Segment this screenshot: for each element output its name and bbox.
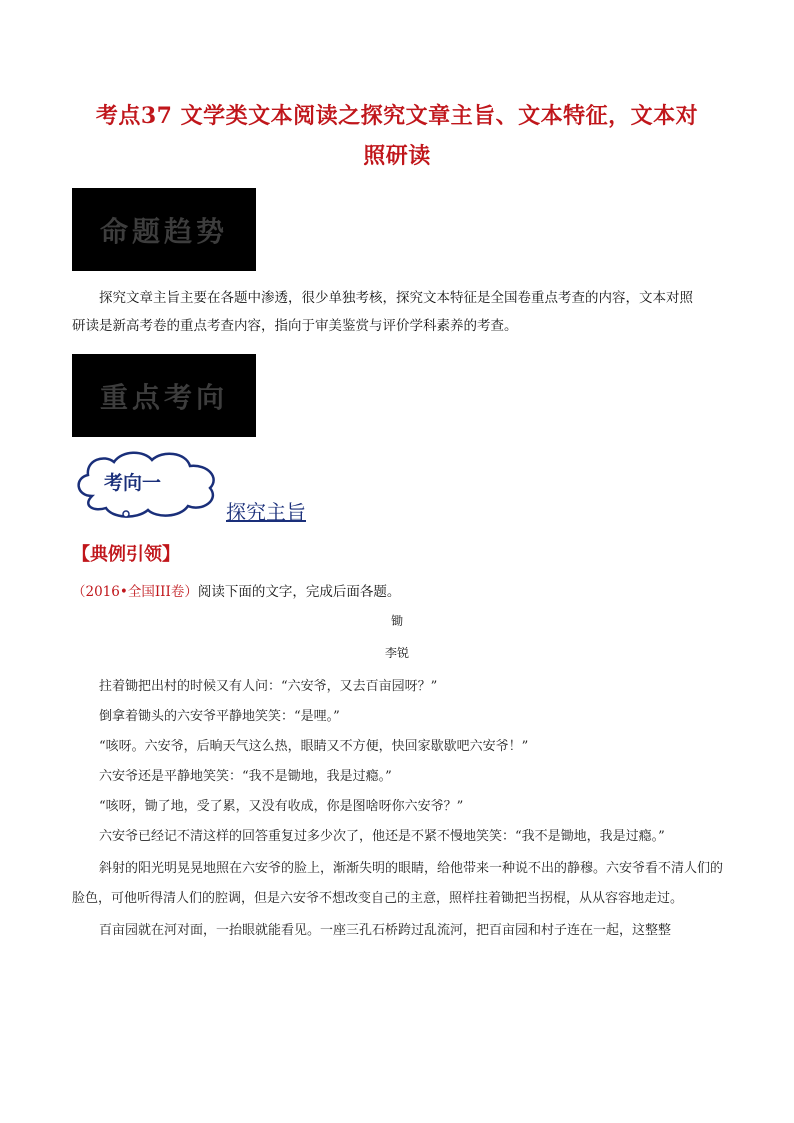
title-line-2: 照研读 [363,143,431,169]
story-paragraph: 拄着锄把出村的时候又有人问：“六安爷，又去百亩园呀？” [99,679,438,694]
story-title: 锄 [390,614,403,628]
intro-line-1 [72,284,724,312]
section-label: 考向一 [104,472,162,494]
story-paragraph: 六安爷已经记不清这样的回答重复过多少次了，他还是不紧不慢地笑笑：“我不是锄地，我是过瘾。” [99,829,665,844]
banner-trend-text: 命题趋势 [99,214,228,248]
banner-focus-text: 重点考向 [99,380,228,414]
story-paragraph: “咳呀，锄了地，受了累，又没有收成，你是图啥呀你六安爷？” [99,799,464,814]
story-paragraph: 倒拿着锄头的六安爷平静地笑笑：“是哩。” [99,709,340,724]
source-line [72,580,400,600]
document-title [60,96,734,176]
example-heading: 【典例引领】 [72,544,180,565]
intro-line-2: 研读是新高考卷的重点考查内容，指向于审美鉴赏与评价学科素养的考查。 [72,318,518,334]
title-line-1: 考点37 文学类文本阅读之探究文章主旨、文本特征，文本对 [95,103,699,129]
section-title-link[interactable]: 探究主旨 [226,500,306,524]
story-body [72,672,724,946]
story-paragraph: 百亩园就在河对面，一抬眼就能看见。一座三孔石桥跨过乱流河，把百亩园和村子连在一起，这整整 [99,923,672,938]
banner-focus [72,354,256,437]
source-tag: （2016•全国III卷） [72,584,198,600]
story-paragraph: 斜射的阳光明晃晃地照在六安爷的脸上，渐渐失明的眼睛，给他带来一种说不出的静穆。六安爷看不清人们的脸色，可他听得清人们的腔调，但是六安爷不想改变自己的主意，照样拄着锄把当拐棍，从从容容地走过。 [72,861,724,906]
story-paragraph: 六安爷还是平静地笑笑：“我不是锄地，我是过瘾。” [99,769,392,784]
story-author: 李锐 [384,646,409,660]
source-instruction: 阅读下面的文字，完成后面各题。 [197,584,401,600]
intro-line-1-text: 探究文章主旨主要在各题中渗透，很少单独考核，探究文本特征是全国卷重点考查的内容，文本对照 [99,290,693,306]
banner-trend [72,188,256,271]
story-paragraph: “咳呀。六安爷，后晌天气这么热，眼睛又不方便，快回家歇歇吧六安爷！” [99,739,529,754]
intro-paragraph [72,284,724,340]
